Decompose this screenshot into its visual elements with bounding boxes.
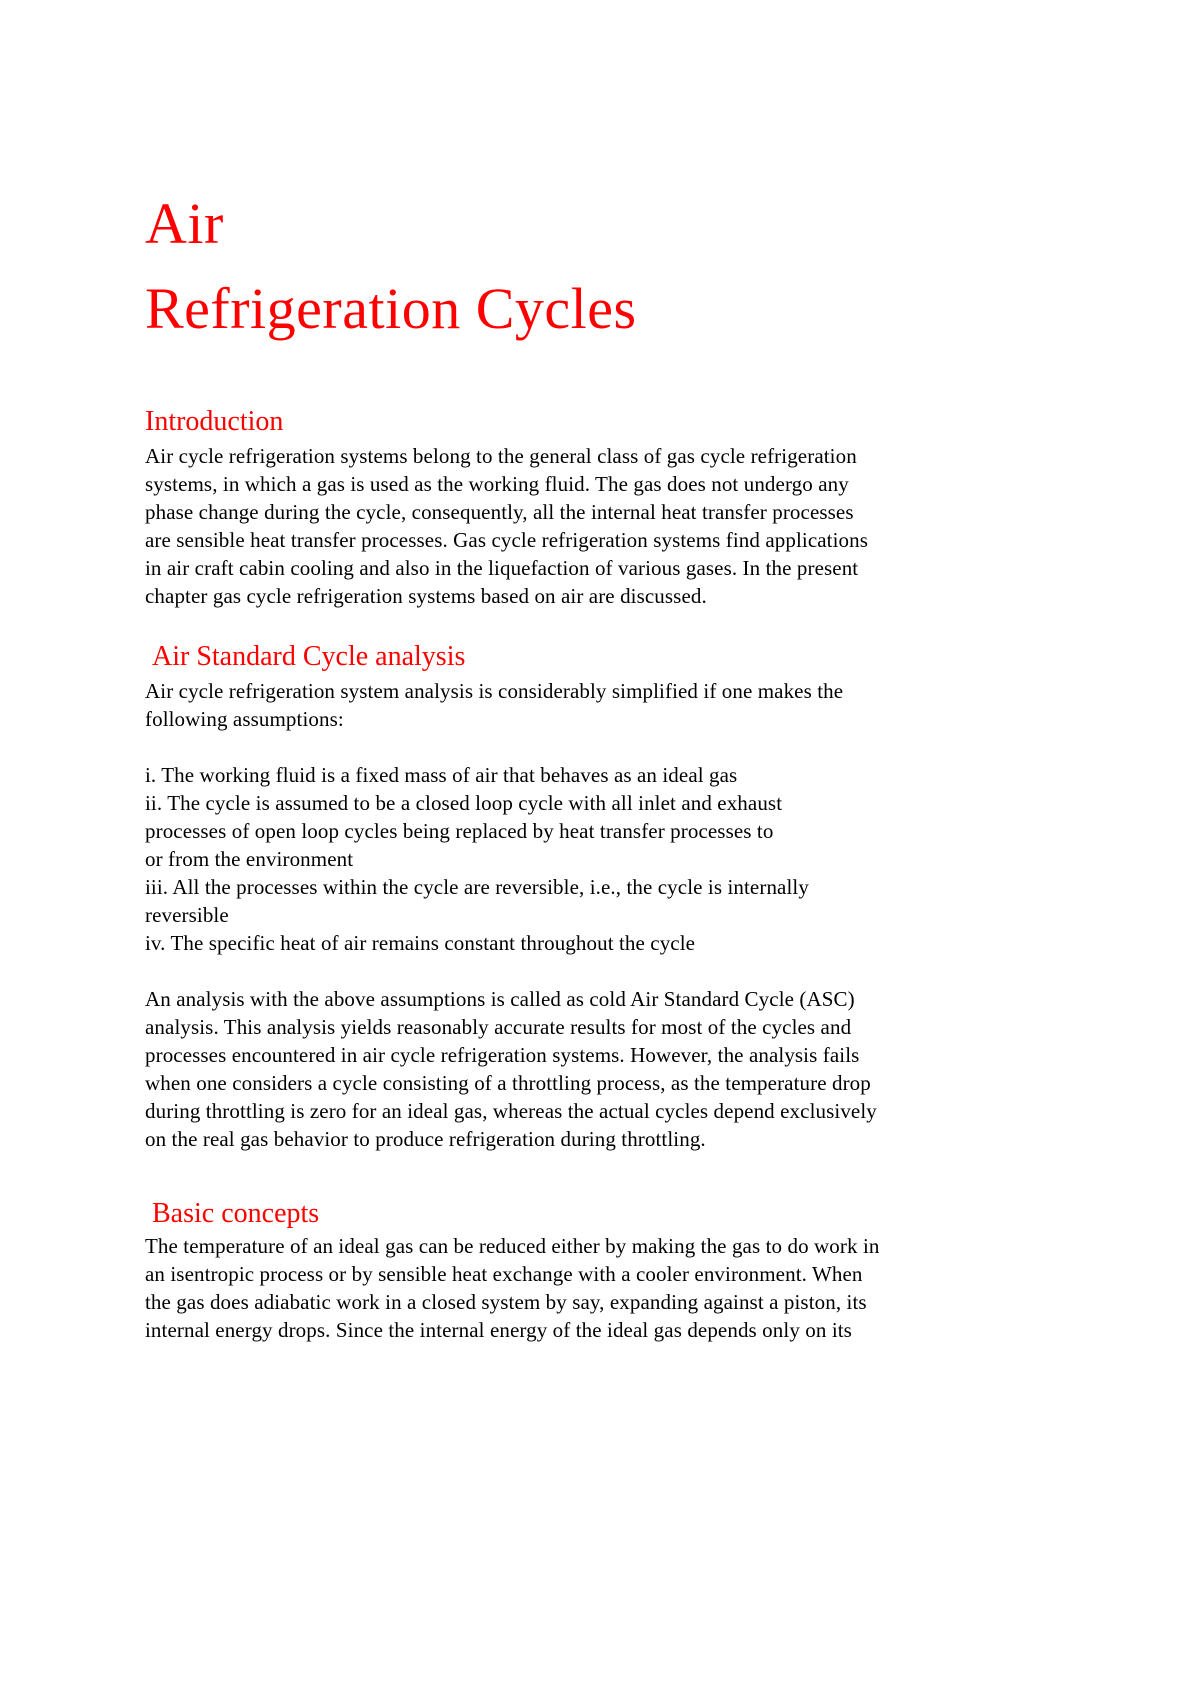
paragraph-line: processes encountered in air cycle refrigeration systems. However, the analysis fails [145,1043,860,1067]
document-title-line-1: Air [145,191,224,256]
paragraph-line: the gas does adiabatic work in a closed system by say, expanding against a piston, its [145,1290,867,1314]
assumption-line: iv. The specific heat of air remains constant throughout the cycle [145,931,696,955]
paragraph-line: analysis. This analysis yields reasonably accurate results for most of the cycles and [145,1015,852,1039]
paragraph-line: when one considers a cycle consisting of a throttling process, as the temperature drop [145,1071,871,1095]
paragraph-line: The temperature of an ideal gas can be reduced either by making the gas to do work in [145,1234,880,1258]
air-standard-section [145,677,1045,1153]
assumption-line: reversible [145,903,229,927]
basic-concepts-paragraph [145,1232,1045,1344]
paragraph-line: systems, in which a gas is used as the working fluid. The gas does not undergo any [145,472,849,496]
paragraph-line: phase change during the cycle, consequently, all the internal heat transfer processes [145,500,854,524]
paragraph-line: on the real gas behavior to produce refrigeration during throttling. [145,1127,706,1151]
paragraph-line: are sensible heat transfer processes. Gas cycle refrigeration systems find applications [145,528,869,552]
assumption-line: processes of open loop cycles being replaced by heat transfer processes to [145,819,774,843]
document-title-line-2: Refrigeration Cycles [145,276,637,341]
paragraph-line: during throttling is zero for an ideal gas, whereas the actual cycles depend exclusively [145,1099,877,1123]
introduction-paragraph [145,442,1045,610]
blank-line [145,957,1045,985]
paragraph-line: An analysis with the above assumptions is called as cold Air Standard Cycle (ASC) [145,987,855,1011]
paragraph-line: an isentropic process or by sensible heat exchange with a cooler environment. When [145,1262,863,1286]
paragraph-line: Air cycle refrigeration systems belong to the general class of gas cycle refrigeration [145,444,857,468]
assumption-line: ii. The cycle is assumed to be a closed loop cycle with all inlet and exhaust [145,791,783,815]
paragraph-line: internal energy drops. Since the internal energy of the ideal gas depends only on its [145,1318,852,1342]
paragraph-line: Air cycle refrigeration system analysis is considerably simplified if one makes the [145,679,844,703]
assumption-line: i. The working fluid is a fixed mass of air that behaves as an ideal gas [145,763,738,787]
introduction-heading: Introduction [145,406,284,437]
paragraph-line: chapter gas cycle refrigeration systems based on air are discussed. [145,584,707,608]
basic-concepts-heading: Basic concepts [152,1198,320,1229]
assumption-line: iii. All the processes within the cycle are reversible, i.e., the cycle is internally [145,875,809,899]
paragraph-line: in air craft cabin cooling and also in the liquefaction of various gases. In the present [145,556,859,580]
assumption-line: or from the environment [145,847,354,871]
blank-line [145,733,1045,761]
air-standard-heading: Air Standard Cycle analysis [152,641,466,672]
paragraph-line: following assumptions: [145,707,344,731]
